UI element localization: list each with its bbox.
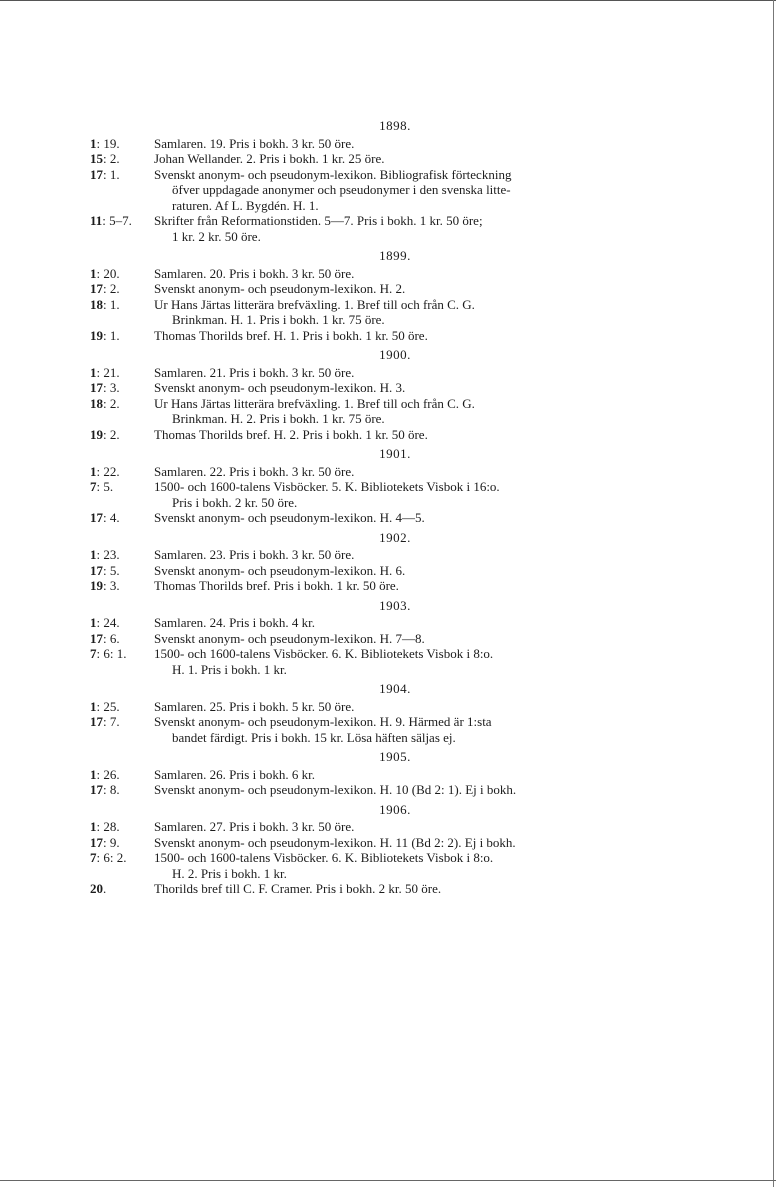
entry-line: Thomas Thorilds bref. Pris i bokh. 1 kr. 50 öre.: [154, 578, 399, 593]
entry-text: [154, 213, 630, 244]
publication-list: [90, 118, 630, 897]
series-reference: [90, 136, 154, 152]
entry-line: Thomas Thorilds bref. H. 2. Pris i bokh. 1 kr. 50 öre.: [154, 426, 428, 442]
entry-line: Ur Hans Järtas litterära brefväxling. 1. Bref till och från C. G.: [154, 296, 475, 312]
series-volume: 1: [90, 547, 97, 562]
series-reference: [90, 782, 154, 798]
series-volume: 17: [90, 380, 103, 395]
list-entry: [90, 365, 630, 381]
series-volume: 7: [90, 479, 97, 494]
series-volume: 15: [90, 151, 103, 166]
series-volume: 17: [90, 281, 103, 296]
entry-text: [154, 782, 630, 798]
series-reference: [90, 510, 154, 526]
series-volume: 17: [90, 782, 103, 797]
list-entry: [90, 646, 630, 677]
series-number: : 1.: [103, 296, 120, 312]
series-volume: 17: [90, 630, 103, 646]
list-entry: [90, 464, 630, 480]
entry-line: Svenskt anonym- och pseudonym-lexikon. H. 4—5.: [154, 510, 425, 525]
series-reference: [90, 365, 154, 381]
series-number: : 4.: [103, 510, 120, 525]
entry-text: [154, 167, 630, 214]
year-heading: 1899.: [379, 248, 411, 263]
entry-continuation-line: Pris i bokh. 2 kr. 50 öre.: [172, 494, 298, 510]
series-reference: [90, 213, 154, 244]
series-reference: [90, 464, 154, 480]
series-number: : 19.: [96, 135, 120, 151]
series-number: : 6.: [103, 630, 120, 646]
series-reference: [90, 547, 154, 563]
series-volume: 7: [90, 646, 97, 661]
series-number: : 22.: [96, 463, 120, 479]
entry-text: [154, 646, 630, 677]
list-entry: [90, 881, 630, 897]
entry-line: 1500- och 1600-talens Visböcker. 6. K. Bibliotekets Visbok i 8:o.: [154, 646, 494, 661]
entry-line: Samlaren. 19. Pris i bokh. 3 kr. 50 öre.: [154, 135, 355, 151]
series-volume: 1: [90, 463, 97, 479]
entry-text: [154, 427, 630, 443]
list-entry: [90, 281, 630, 297]
list-entry: [90, 782, 630, 798]
year-heading: 1905.: [379, 749, 411, 764]
entry-text: [154, 380, 630, 396]
entry-text: [154, 136, 630, 152]
year-heading: 1902.: [379, 529, 411, 545]
series-number: : 9.: [103, 834, 120, 850]
entry-line: 1500- och 1600-talens Visböcker. 5. K. Bibliotekets Visbok i 16:o.: [154, 479, 500, 494]
series-reference: [90, 631, 154, 647]
entry-continuation-line: öfver uppdagade anonymer och pseudonymer i den svenska litte-: [172, 182, 511, 197]
series-volume: 17: [90, 510, 103, 525]
list-entry: [90, 396, 630, 427]
series-number: : 5–7.: [102, 213, 132, 228]
list-entry: [90, 615, 630, 631]
list-entry: [90, 380, 630, 396]
series-volume: 1: [90, 766, 97, 782]
series-volume: 1: [90, 819, 97, 834]
series-reference: [90, 835, 154, 851]
series-volume: 17: [90, 714, 103, 729]
list-entry: [90, 767, 630, 783]
entry-text: [154, 819, 630, 835]
series-reference: [90, 767, 154, 783]
entry-text: [154, 547, 630, 563]
series-reference: [90, 479, 154, 510]
series-reference: [90, 881, 154, 897]
entry-line: Svenskt anonym- och pseudonym-lexikon. H. 3.: [154, 380, 406, 395]
entry-text: [154, 835, 630, 851]
entry-continuation-line: Brinkman. H. 1. Pris i bokh. 1 kr. 75 öre.: [172, 312, 385, 327]
entry-line: Samlaren. 22. Pris i bokh. 3 kr. 50 öre.: [154, 463, 355, 479]
entry-line: Ur Hans Järtas litterära brefväxling. 1. Bref till och från C. G.: [154, 395, 475, 411]
list-entry: [90, 266, 630, 282]
entry-text: [154, 396, 630, 427]
entry-line: Samlaren. 24. Pris i bokh. 4 kr.: [154, 615, 316, 630]
series-number: : 5.: [96, 479, 114, 494]
series-number: : 2.: [103, 426, 120, 442]
entry-continuation-line: 1 kr. 2 kr. 50 öre.: [172, 228, 261, 244]
series-number: : 24.: [96, 615, 120, 630]
entry-text: [154, 328, 630, 344]
entry-line: Svenskt anonym- och pseudonym-lexikon. Bibliografisk förteckning: [154, 166, 512, 182]
entry-continuation-line: bandet färdigt. Pris i bokh. 15 kr. Lösa häften säljas ej.: [172, 729, 456, 745]
list-entry: [90, 631, 630, 647]
year-heading: 1906.: [379, 801, 411, 817]
entry-line: Samlaren. 27. Pris i bokh. 3 kr. 50 öre.: [154, 819, 355, 834]
series-number: : 20.: [96, 265, 120, 281]
series-number: : 8.: [103, 782, 120, 797]
series-reference: [90, 615, 154, 631]
entry-line: Thorilds bref till C. F. Cramer. Pris i bokh. 2 kr. 50 öre.: [154, 881, 442, 896]
series-reference: [90, 563, 154, 579]
series-reference: [90, 380, 154, 396]
list-entry: [90, 297, 630, 328]
year-heading: 1904.: [379, 681, 411, 696]
series-volume: 18: [90, 395, 103, 411]
series-reference: [90, 281, 154, 297]
list-entry: [90, 136, 630, 152]
list-entry: [90, 850, 630, 881]
list-entry: [90, 714, 630, 745]
series-volume: 19: [90, 426, 103, 442]
entry-text: [154, 365, 630, 381]
entry-text: [154, 563, 630, 579]
series-volume: 1: [90, 698, 97, 714]
list-entry: [90, 479, 630, 510]
entry-text: [154, 479, 630, 510]
series-volume: 17: [90, 166, 103, 182]
entry-continuation-line: Brinkman. H. 2. Pris i bokh. 1 kr. 75 öre.: [172, 411, 385, 426]
entry-text: [154, 767, 630, 783]
series-number: : 3.: [103, 380, 120, 395]
list-entry: [90, 510, 630, 526]
entry-text: [154, 281, 630, 297]
entry-line: Svenskt anonym- och pseudonym-lexikon. H. 7—8.: [154, 630, 425, 646]
series-number: : 25.: [96, 698, 120, 714]
list-entry: [90, 699, 630, 715]
series-number: : 1.: [103, 166, 120, 182]
entry-continuation-line: H. 2. Pris i bokh. 1 kr.: [172, 865, 287, 881]
entry-text: [154, 578, 630, 594]
series-number: : 3.: [103, 578, 120, 593]
year-heading: 1898.: [379, 118, 411, 133]
series-number: : 7.: [103, 714, 120, 729]
list-entry: [90, 328, 630, 344]
year-heading: 1901.: [379, 446, 411, 461]
entry-text: [154, 297, 630, 328]
series-reference: [90, 328, 154, 344]
series-volume: 17: [90, 562, 103, 578]
series-volume: 20: [90, 881, 103, 896]
entry-text: [154, 464, 630, 480]
list-entry: [90, 213, 630, 244]
entry-line: Samlaren. 26. Pris i bokh. 6 kr.: [154, 766, 316, 782]
series-reference: [90, 714, 154, 745]
entry-line: Thomas Thorilds bref. H. 1. Pris i bokh. 1 kr. 50 öre.: [154, 327, 428, 343]
list-entry: [90, 427, 630, 443]
series-volume: 7: [90, 850, 97, 865]
scan-edge-right: [773, 0, 774, 1187]
series-number: : 2.: [103, 395, 120, 411]
list-entry: [90, 547, 630, 563]
entry-text: [154, 850, 630, 881]
entry-line: Johan Wellander. 2. Pris i bokh. 1 kr. 25 öre.: [154, 151, 385, 166]
list-entry: [90, 578, 630, 594]
scan-edge-top: [0, 0, 776, 1]
list-entry: [90, 819, 630, 835]
entry-line: Svenskt anonym- och pseudonym-lexikon. H. 2.: [154, 281, 406, 296]
entry-line: 1500- och 1600-talens Visböcker. 6. K. Bibliotekets Visbok i 8:o.: [154, 850, 494, 865]
scan-edge-bottom: [0, 1180, 776, 1181]
series-number: : 6: 2.: [96, 850, 127, 865]
year-heading: 1903.: [379, 597, 411, 613]
series-volume: 1: [90, 135, 97, 151]
entry-text: [154, 615, 630, 631]
series-reference: [90, 427, 154, 443]
series-volume: 19: [90, 578, 103, 593]
entry-text: [154, 151, 630, 167]
series-reference: [90, 850, 154, 881]
entry-line: Svenskt anonym- och pseudonym-lexikon. H. 9. Härmed är 1:sta: [154, 714, 492, 729]
year-heading: 1900.: [379, 347, 411, 362]
series-volume: 19: [90, 327, 103, 343]
entry-line: Skrifter från Reformationstiden. 5—7. Pris i bokh. 1 kr. 50 öre;: [154, 213, 483, 228]
entry-line: Svenskt anonym- och pseudonym-lexikon. H. 11 (Bd 2: 2). Ej i bokh.: [154, 834, 516, 850]
series-reference: [90, 646, 154, 677]
series-volume: 1: [90, 364, 97, 380]
list-entry: [90, 167, 630, 214]
entry-text: [154, 266, 630, 282]
entry-continuation-line: raturen. Af L. Bygdén. H. 1.: [172, 197, 319, 213]
list-entry: [90, 563, 630, 579]
series-number: : 23.: [96, 547, 120, 562]
entry-text: [154, 631, 630, 647]
series-volume: 17: [90, 834, 103, 850]
series-number: .: [103, 881, 107, 896]
series-number: : 26.: [96, 766, 120, 782]
series-reference: [90, 819, 154, 835]
series-reference: [90, 151, 154, 167]
series-number: : 5.: [103, 562, 120, 578]
series-volume: 1: [90, 615, 97, 630]
series-reference: [90, 699, 154, 715]
entry-line: Samlaren. 21. Pris i bokh. 3 kr. 50 öre.: [154, 364, 355, 380]
list-entry: [90, 835, 630, 851]
series-reference: [90, 297, 154, 328]
entry-text: [154, 510, 630, 526]
series-reference: [90, 396, 154, 427]
entry-text: [154, 714, 630, 745]
series-number: : 1.: [103, 327, 120, 343]
series-reference: [90, 266, 154, 282]
series-number: : 6: 1.: [96, 646, 127, 661]
entry-line: Samlaren. 23. Pris i bokh. 3 kr. 50 öre.: [154, 547, 355, 562]
series-reference: [90, 578, 154, 594]
list-entry: [90, 151, 630, 167]
series-number: : 28.: [96, 819, 120, 834]
series-reference: [90, 167, 154, 214]
series-volume: 18: [90, 296, 103, 312]
series-number: : 2.: [103, 281, 120, 296]
entry-line: Svenskt anonym- och pseudonym-lexikon. H. 10 (Bd 2: 1). Ej i bokh.: [154, 782, 517, 797]
entry-text: [154, 699, 630, 715]
entry-line: Svenskt anonym- och pseudonym-lexikon. H. 6.: [154, 562, 406, 578]
entry-line: Samlaren. 25. Pris i bokh. 5 kr. 50 öre.: [154, 698, 355, 714]
entry-line: Samlaren. 20. Pris i bokh. 3 kr. 50 öre.: [154, 265, 355, 281]
series-number: : 21.: [96, 364, 120, 380]
entry-text: [154, 881, 630, 897]
series-volume: 11: [90, 213, 103, 228]
series-number: : 2.: [103, 151, 120, 166]
entry-continuation-line: H. 1. Pris i bokh. 1 kr.: [172, 661, 287, 677]
series-volume: 1: [90, 265, 97, 281]
